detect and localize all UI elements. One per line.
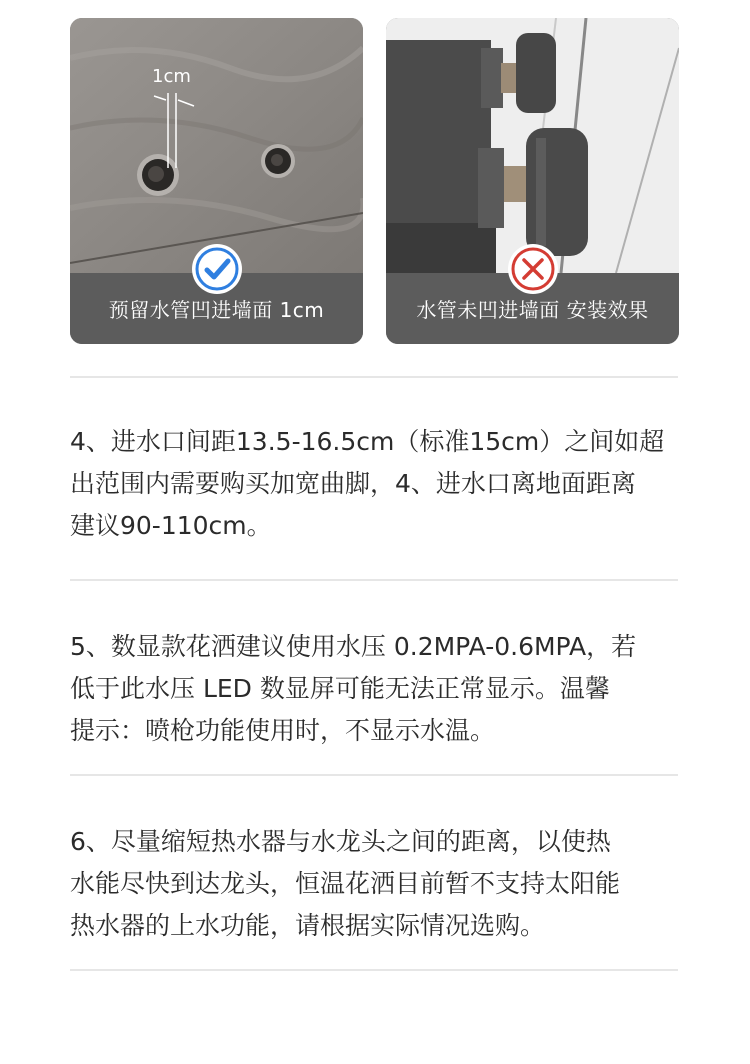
measure-label: 1cm xyxy=(152,66,191,87)
note-water-pressure: 5、数显款花洒建议使用水压 0.2MPA-0.6MPA，若 低于此水压 LED 数显屏可能无法正常显示。温馨 提示：喷枪功能使用时，不显示水温。 xyxy=(70,632,637,745)
correct-caption: 预留水管凹进墙面 1cm xyxy=(108,298,325,322)
check-icon xyxy=(194,246,240,292)
note-inlet-spacing: 4、进水口间距13.5-16.5cm（标准15cm）之间如超 出范围内需要购买加宽曲脚，4、进水口离地面距离 建议90-110cm。 xyxy=(70,427,665,540)
wrong-installation-card xyxy=(386,18,679,344)
wrong-caption: 水管未凹进墙面 安装效果 xyxy=(416,298,649,322)
divider xyxy=(70,376,678,378)
correct-installation-card xyxy=(70,18,363,344)
non-recessed-pipe-photo xyxy=(386,18,679,273)
correct-badge xyxy=(192,244,242,294)
divider xyxy=(70,774,678,776)
divider xyxy=(70,969,678,971)
cross-icon xyxy=(510,246,556,292)
note-heater-distance: 6、尽量缩短热水器与水龙头之间的距离，以使热 水能尽快到达龙头，恒温花洒目前暂不支持太阳能 热水器的上水功能，请根据实际情况选购。 xyxy=(70,827,621,940)
recessed-pipe-photo xyxy=(70,18,363,273)
divider xyxy=(70,579,678,581)
wrong-badge xyxy=(508,244,558,294)
